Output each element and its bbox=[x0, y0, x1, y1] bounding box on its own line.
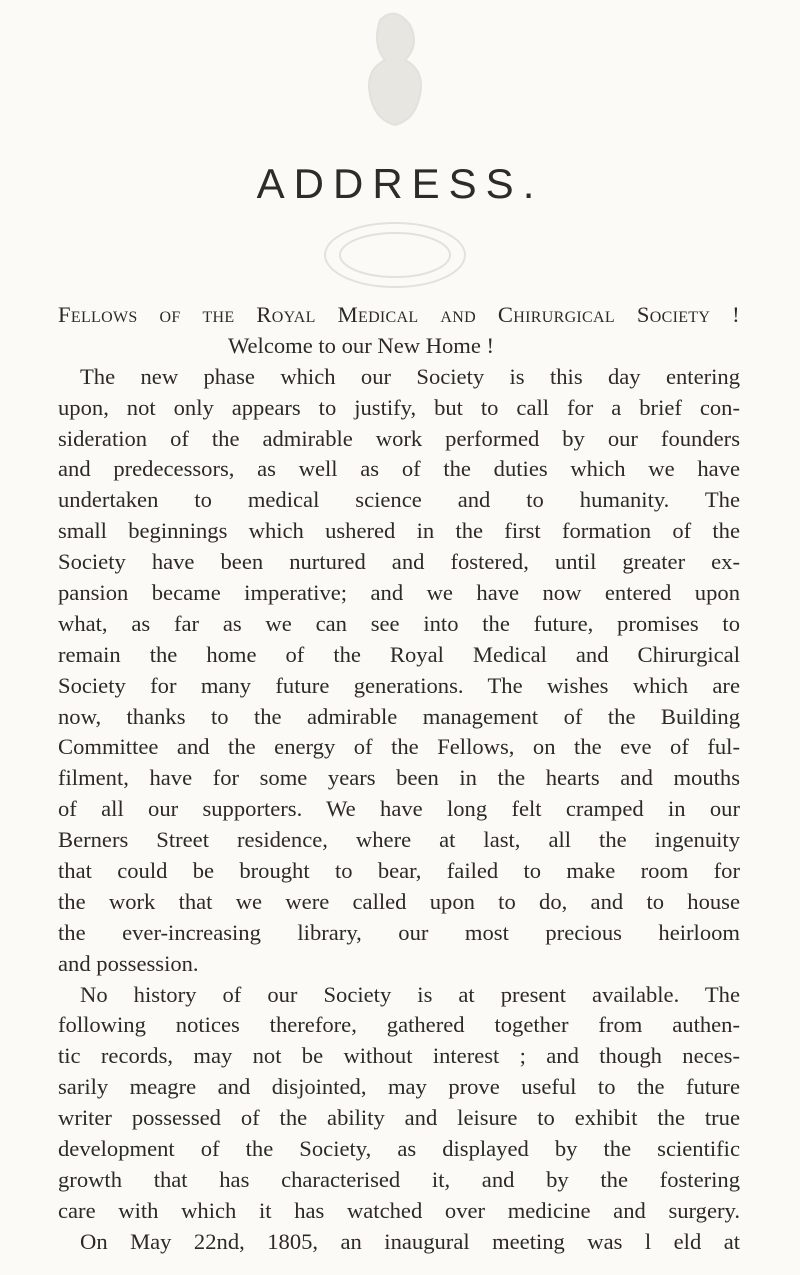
text-line: On May 22nd, 1805, an inaugural meeting was l eld at bbox=[80, 1228, 740, 1254]
text-line: the ever-increasing library, our most precious heirloom bbox=[58, 919, 740, 945]
text-line: tic records, may not be without interest ; and though neces- bbox=[58, 1043, 740, 1069]
text-line: sarily meagre and disjointed, may prove useful to the future bbox=[58, 1074, 740, 1100]
text-line: small beginnings which ushered in the first formation of the bbox=[58, 518, 740, 544]
text-line: upon, not only appears to justify, but to call for a brief con- bbox=[58, 394, 740, 420]
text-line: care with which it has watched over medicine and surgery. bbox=[58, 1197, 740, 1223]
page-title: ADDRESS. bbox=[256, 160, 544, 207]
text-line: Committee and the energy of the Fellows, on the eve of ful- bbox=[58, 734, 740, 760]
text-line: undertaken to medical science and to humanity. The bbox=[58, 487, 740, 513]
text-line: development of the Society, as displayed by the scientific bbox=[58, 1136, 740, 1162]
text-line: Berners Street residence, where at last, all the ingenuity bbox=[58, 827, 740, 853]
text-line: growth that has characterised it, and by the fostering bbox=[58, 1166, 740, 1192]
text-line: The new phase which our Society is this day entering bbox=[80, 363, 740, 389]
text-line: and possession. bbox=[58, 950, 199, 976]
text-line: Society have been nurtured and fostered, until greater ex- bbox=[58, 549, 740, 575]
text-line: of all our supporters. We have long felt cramped in our bbox=[58, 796, 740, 822]
salutation: Fellows of the Royal Medical and Chirurgical Society ! bbox=[58, 302, 740, 327]
welcome-line: Welcome to our New Home ! bbox=[228, 332, 495, 358]
text-line: pansion became imperative; and we have now entered upon bbox=[58, 580, 740, 606]
text-line: Society for many future generations. The wishes which are bbox=[58, 672, 740, 698]
text-line: and predecessors, as well as of the duties which we have bbox=[58, 456, 740, 482]
text-line: filment, have for some years been in the hearts and mouths bbox=[58, 765, 740, 791]
text-line: sideration of the admirable work performed by our founders bbox=[58, 425, 740, 451]
library-stamp-watermark bbox=[300, 0, 490, 300]
text-line: what, as far as we can see into the future, promises to bbox=[58, 610, 740, 636]
text-line: that could be brought to bear, failed to make room for bbox=[58, 858, 740, 884]
text-line: writer possessed of the ability and leisure to exhibit the true bbox=[58, 1105, 740, 1131]
text-line: now, thanks to the admirable management of the Building bbox=[58, 703, 740, 729]
text-line: following notices therefore, gathered together from authen- bbox=[58, 1012, 740, 1038]
text-line: remain the home of the Royal Medical and Chirurgical bbox=[58, 641, 740, 667]
address-body bbox=[58, 300, 740, 1258]
text-line: the work that we were called upon to do, and to house bbox=[58, 888, 740, 914]
text-line: No history of our Society is at present available. The bbox=[80, 981, 740, 1007]
